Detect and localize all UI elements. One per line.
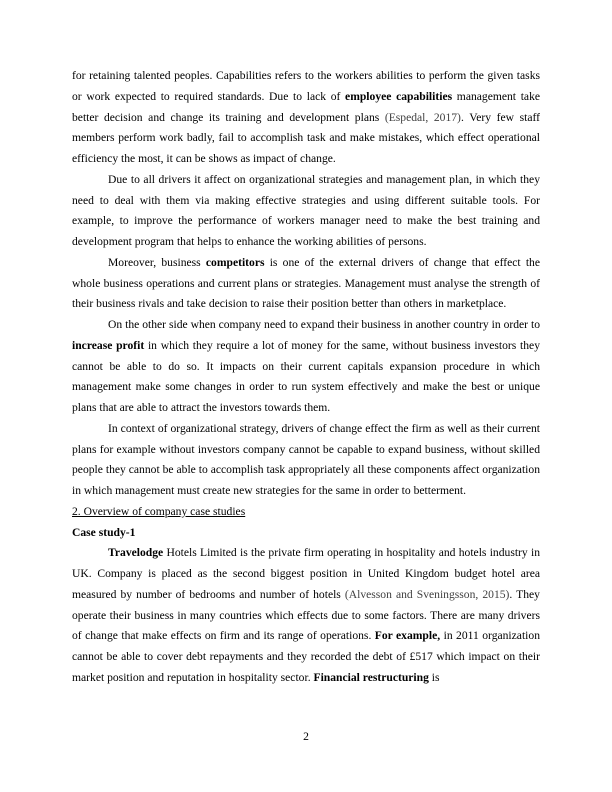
bold-term: Financial restructuring [313, 670, 429, 684]
section-heading: 2. Overview of company case studies [72, 504, 246, 518]
text: for retaining talented peoples. Capabilities refers to the workers abilities to perform the given tasks or work expected to required standards. Due to lack of [72, 69, 540, 103]
case-study-heading: Case study-1 [72, 525, 136, 539]
bold-term: increase profit [72, 338, 145, 352]
page-number: 2 [303, 730, 309, 743]
citation: (Espedal, 2017) [384, 110, 461, 124]
paragraph-competitors [72, 253, 540, 315]
text: management take better decision and change its training and development plans [72, 89, 541, 124]
citation: (Alvesson and Sveningsson, 2015) [344, 587, 510, 601]
paragraph-capabilities [72, 66, 540, 170]
text: . Very few staff members perform work badly, fail to accomplish task and make mistakes, which effect operational efficiency the most, it can be shows as impact of change. [72, 110, 540, 165]
text: in which they require a lot of money for the same, without business investors they cannot be able to do so. It impacts on their current capitals expansion procedure in which management make some changes in order to run system effectively and make the best or unique plans that are able to attract the investors towards them. [72, 338, 540, 414]
text: is [428, 670, 440, 684]
paragraph-drivers: Due to all drivers it affect on organizational strategies and management plan, in which they need to deal with them via making effective strategies and using different suitable tools. For example, to improve the performance of workers manager need to make the best training and development program that helps to enhance the working abilities of persons. [72, 172, 540, 248]
text: Hotels Limited is the private firm operating in hospitality and hotels industry in UK. Company is placed as the second biggest position in United Kingdom budget hotel area measured by number of bedrooms and number of hotels [72, 546, 540, 601]
text: Moreover, business [108, 255, 206, 269]
paragraph-investors [72, 315, 540, 419]
bold-term: For example, [374, 629, 441, 643]
paragraph-strategy: In context of organizational strategy, drivers of change effect the firm as well as their current plans for example without investors company cannot be capable to expand business, without skilled people they cannot be able to accomplish task appropriately all these components affect organization in which management must create new strategies for the same in order to betterment. [72, 421, 540, 497]
bold-term: employee capabilities [345, 89, 453, 103]
document-page [72, 66, 540, 689]
text: is one of the external drivers of change that effect the whole business operations and current plans or strategies. Management must analyse the strength of their business rivals and take decision to raise their position better than others in marketplace. [72, 255, 540, 311]
bold-term: competitors [205, 255, 265, 269]
text: On the other side when company need to expand their business in another country in order to [108, 318, 540, 331]
bold-term: Travelodge [108, 546, 164, 560]
paragraph-travelodge [72, 543, 540, 688]
text: . They operate their business in many countries which effects due to some factors. There are many drivers of change that make effects on firm and its range of operations. [72, 587, 540, 643]
text: in 2011 organization cannot be able to cover debt repayments and they recorded the debt of £517 which impact on their market position and reputation in hospitality sector. [72, 629, 540, 684]
